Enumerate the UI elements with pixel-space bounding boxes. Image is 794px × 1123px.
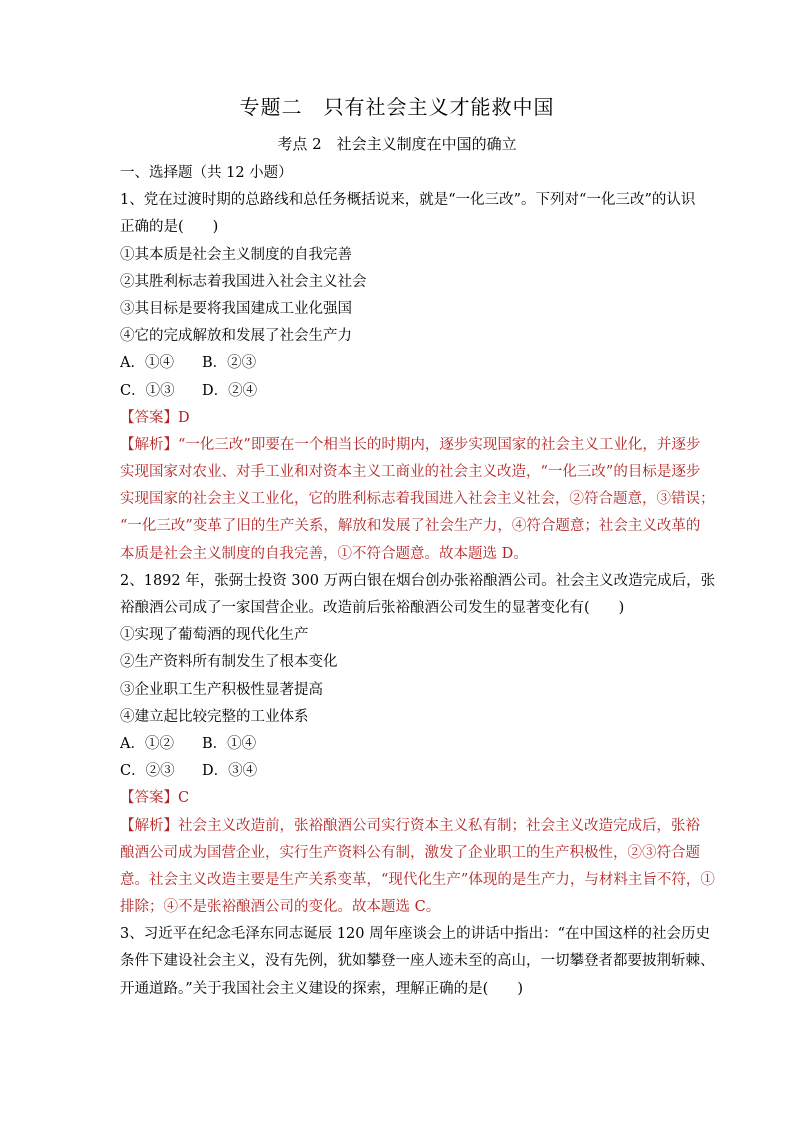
q1-item-2: ②其胜利标志着我国进入社会主义社会	[120, 273, 367, 290]
q2-analysis-text-1: 社会主义改造前，张裕酿酒公司实行资本主义私有制；社会主义改造完成后，张裕	[178, 817, 700, 834]
q1-analysis-line-2: 实现国家对农业、对手工业和对资本主义工商业的社会主义改造，“一化三改”的目标是逐步	[120, 464, 701, 481]
page-subtitle: 考点 2 社会主义制度在中国的确立	[277, 135, 517, 153]
q2-analysis-line-3: 意。社会主义改造主要是生产关系变革，“现代化生产”体现的是生产力，与材料主旨不符，①	[120, 871, 715, 888]
q1-analysis-text-1: “一化三改”即要在一个相当长的时期内，逐步实现国家的社会主义工业化，并逐步	[178, 436, 701, 453]
q1-option-c: C．①③	[120, 382, 175, 399]
q3-stem-line-2: 条件下建设社会主义，没有先例，犹如攀登一座人迹未至的高山，一切攀登者都要披荆斩棘、	[120, 953, 715, 970]
q2-stem-line-2: 裕酿酒公司成了一家国营企业。改造前后张裕酿酒公司发生的显著变化有( )	[120, 600, 625, 616]
q2-option-a: A．①②	[120, 735, 174, 752]
q1-stem-line-1: 1、党在过渡时期的总路线和总任务概括说来，就是“一化三改”。下列对“一化三改”的认识	[120, 192, 696, 209]
q1-answer	[120, 405, 680, 432]
q1-item-4: ④它的完成解放和发展了社会生产力	[120, 328, 352, 345]
q2-option-d: D．③④	[202, 763, 258, 780]
q2-item-4: ④建立起比较完整的工业体系	[120, 708, 309, 725]
q2-analysis-line-4: 排除；④不是张裕酿酒公司的变化。故本题选 C。	[120, 899, 441, 916]
q1-answer-label: 【答案】	[120, 409, 178, 426]
q2-analysis-line-1	[120, 813, 700, 840]
q1-analysis-label: 【解析】	[120, 436, 178, 453]
q2-stem-line-1: 2、1892 年，张弼士投资 300 万两白银在烟台创办张裕酿酒公司。社会主义改造完成后，张	[120, 572, 716, 589]
q2-options-row-1	[120, 731, 680, 758]
q1-option-a: A．①④	[120, 355, 174, 372]
q1-analysis-line-5: 本质是社会主义制度的自我完善，①不符合题意。故本题选 D。	[120, 545, 528, 562]
document-body	[120, 160, 716, 1003]
q1-answer-value: D	[178, 409, 190, 426]
q1-analysis-line-1	[120, 432, 701, 459]
q2-option-c: C．②③	[120, 763, 175, 780]
q1-item-1: ①其本质是社会主义制度的自我完善	[120, 246, 352, 263]
q1-item-3: ③其目标是要将我国建成工业化强国	[120, 300, 352, 317]
q1-options-row-1	[120, 350, 680, 377]
q1-analysis-line-3: 实现国家的社会主义工业化，它的胜利标志着我国进入社会主义社会，②符合题意，③错误；	[120, 491, 715, 508]
q2-item-1: ①实现了葡萄酒的现代化生产	[120, 627, 309, 644]
q3-stem-line-3: 开通道路。”关于我国社会主义建设的探索，理解正确的是( )	[120, 980, 523, 997]
section-heading: 一、选择题（共 12 小题）	[120, 165, 293, 181]
q2-item-3: ③企业职工生产积极性显著提高	[120, 681, 323, 698]
q1-option-d: D．②④	[202, 382, 258, 399]
q2-analysis-label: 【解析】	[120, 817, 178, 834]
q2-options-row-2	[120, 758, 680, 785]
q2-item-2: ②生产资料所有制发生了根本变化	[120, 654, 338, 671]
q2-answer-value: C	[178, 790, 190, 807]
q2-answer	[120, 785, 680, 812]
q2-answer-label: 【答案】	[120, 790, 178, 807]
q3-stem-line-1: 3、习近平在纪念毛泽东同志诞辰 120 周年座谈会上的讲话中指出：“在中国这样的社会历史	[120, 926, 711, 943]
q2-analysis-line-2: 酿酒公司成为国营企业，实行生产资料公有制，激发了企业职工的生产积极性，②③符合题	[120, 844, 700, 861]
q2-option-b: B．①④	[202, 735, 257, 752]
page-title: 专题二 只有社会主义才能救中国	[239, 95, 555, 119]
q1-stem-line-2: 正确的是( )	[120, 219, 219, 236]
q1-option-b: B．②③	[202, 355, 257, 372]
q1-options-row-2	[120, 378, 680, 405]
q1-analysis-line-4: “一化三改”变革了旧的生产关系，解放和发展了社会生产力，④符合题意；社会主义改革的	[120, 518, 701, 535]
